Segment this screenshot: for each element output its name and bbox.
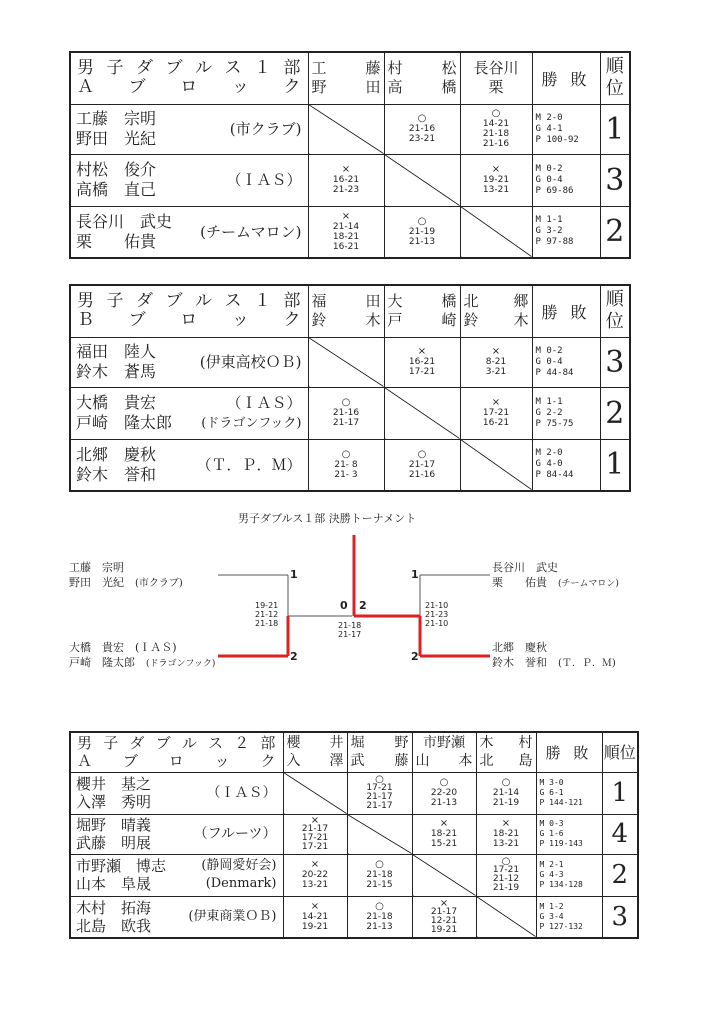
table-title (70, 285, 308, 337)
bracket-seed: 2 (411, 650, 419, 663)
diagonal-cell (283, 772, 347, 814)
score-cell: × 21-14 18-21 16-21 (308, 206, 384, 258)
bracket-seed: 1 (411, 568, 419, 581)
score-cell: × 18-21 15-21 (412, 814, 476, 854)
rank-head: 順位 (602, 732, 638, 772)
win-loss-head: 勝 敗 (532, 285, 600, 337)
title-line-2: Ａ ブ ロ ッ ク (77, 752, 277, 771)
diagonal-cell (460, 439, 532, 491)
bracket-team-br: 北郷 慶秋 鈴木 誉和 (Ｔ．Ｐ．Ｍ) (492, 641, 616, 669)
title-line-1: 男 子 ダ ブ ル ス １ 部 (77, 58, 302, 79)
score-cell: ○ 21- 8 21- 3 (308, 439, 384, 491)
bracket-team-tr: 長谷川 武史 栗 佑貴 (チームマロン) (492, 561, 619, 589)
score-cell: × 18-21 13-21 (476, 814, 536, 854)
score-cell: × 20-22 13-21 (283, 854, 347, 896)
score-cell: ○ 22-20 21-13 (412, 772, 476, 814)
score-cell: ○ 21-16 21-17 (308, 387, 384, 439)
player-cell: 村松 俊介 高橋 直己 （ＩＡＳ） (70, 154, 308, 206)
score-cell: × 16-21 21-23 (308, 154, 384, 206)
bracket-title: 男子ダブルス１部 決勝トーナメント (238, 512, 417, 525)
final-scores: 21-18 21-17 (338, 621, 362, 639)
diagonal-cell (347, 814, 412, 854)
bracket-seed: 1 (290, 568, 298, 581)
score-cell: × 21-17 17-21 17-21 (283, 814, 347, 854)
rank-cell: 3 (602, 896, 638, 938)
score-cell: × 19-21 13-21 (460, 154, 532, 206)
score-cell: ○ 21-18 21-15 (347, 854, 412, 896)
col-head-2: 村 松 高 橋 (384, 52, 460, 104)
stats-cell: M 0-3 G 1-6 P 119-143 (536, 814, 602, 854)
diagonal-cell (412, 854, 476, 896)
score-cell: ○ 17-21 21-12 21-19 (476, 854, 536, 896)
stats-cell: M 2-0 G 4-0 P 84-44 (532, 439, 600, 491)
win-loss-head: 勝 敗 (536, 732, 602, 772)
rank-cell: 4 (602, 814, 638, 854)
player-cell: 市野瀬 博志 山本 阜晟 (静岡愛好会) (Denmark) (70, 854, 283, 896)
rank-cell: 1 (602, 772, 638, 814)
diagonal-cell (308, 337, 384, 387)
score-cell: × 17-21 16-21 (460, 387, 532, 439)
rank-head: 順位 (600, 285, 630, 337)
score-cell: ○ 21-14 21-19 (476, 772, 536, 814)
player-cell: 工藤 宗明 野田 光紀 (市クラブ) (70, 104, 308, 154)
rank-cell: 3 (600, 337, 630, 387)
rank-cell: 1 (600, 104, 630, 154)
col-head-2: 堀 野 武 藤 (347, 732, 412, 772)
score-cell: × 8-21 3-21 (460, 337, 532, 387)
final-left-score: 0 (340, 599, 348, 612)
title-line-2: Ａ ブ ロ ッ ク (77, 77, 302, 98)
win-loss-head: 勝 敗 (532, 52, 600, 104)
score-cell: ○ 21-19 21-13 (384, 206, 460, 258)
diagonal-cell (460, 206, 532, 258)
col-head-3: 長谷川 栗 (460, 52, 532, 104)
rank-cell: 2 (602, 854, 638, 896)
player-cell: 福田 陸人 鈴木 蒼馬 (伊東高校ＯＢ) (70, 337, 308, 387)
stats-cell: M 1-1 G 2-2 P 75-75 (532, 387, 600, 439)
player-cell: 大橋 貴宏 戸崎 隆太郎 （ＩＡＳ） (ドラゴンフック) (70, 387, 308, 439)
player-cell: 櫻井 基之 入澤 秀明 （ＩＡＳ） (70, 772, 283, 814)
semi-left-scores: 19-21 21-12 21-18 (255, 601, 279, 628)
diagonal-cell (384, 154, 460, 206)
stats-cell: M 1-2 G 3-4 P 127-132 (536, 896, 602, 938)
block-table-1a (69, 51, 631, 259)
rank-cell: 1 (600, 439, 630, 491)
score-cell: × 21-17 12-21 19-21 (412, 896, 476, 938)
rank-head: 順位 (600, 52, 630, 104)
player-cell: 堀野 晴義 武藤 明展 （フルーツ） (70, 814, 283, 854)
title-line-2: Ｂ ブ ロ ッ ク (77, 310, 302, 331)
table-title (70, 732, 283, 772)
bracket-team-tl: 工藤 宗明 野田 光紀 (市クラブ) (69, 561, 183, 589)
col-head-1: 福 田 鈴 木 (308, 285, 384, 337)
player-cell: 北郷 慶秋 鈴木 誉和 （Ｔ．Ｐ．Ｍ） (70, 439, 308, 491)
col-head-3: 北 郷 鈴 木 (460, 285, 532, 337)
col-head-1: 工 藤 野 田 (308, 52, 384, 104)
final-right-score: 2 (359, 599, 367, 612)
col-head-2: 大 橋 戸 崎 (384, 285, 460, 337)
title-line-1: 男 子 ダ ブ ル ス １ 部 (77, 291, 302, 312)
semi-right-scores: 21-10 21-23 21-10 (425, 601, 449, 628)
rank-cell: 3 (600, 154, 630, 206)
diagonal-cell (308, 104, 384, 154)
score-cell: ○ 17-21 21-17 21-17 (347, 772, 412, 814)
block-table-1b (69, 284, 631, 492)
stats-cell: M 0-2 G 0-4 P 69-86 (532, 154, 600, 206)
player-cell: 長谷川 武史 栗 佑貴 (チームマロン) (70, 206, 308, 258)
stats-cell: M 2-0 G 4-1 P 100-92 (532, 104, 600, 154)
stats-cell: M 2-1 G 4-3 P 134-128 (536, 854, 602, 896)
score-cell: ○ 21-18 21-13 (347, 896, 412, 938)
col-head-3: 市野瀬 山 本 (412, 732, 476, 772)
bracket-team-bl: 大橋 貴宏 (ＩＡＳ) 戸崎 隆太郎 (ドラゴンフック) (69, 641, 216, 669)
score-cell: ○ 21-16 23-21 (384, 104, 460, 154)
block-table-2a (69, 731, 639, 939)
score-cell: ○ 21-17 21-16 (384, 439, 460, 491)
player-cell: 木村 拓海 北島 欧我 (伊東商業ＯＢ) (70, 896, 283, 938)
rank-cell: 2 (600, 206, 630, 258)
col-head-4: 木 村 北 島 (476, 732, 536, 772)
title-line-1: 男 子 ダ ブ ル ス ２ 部 (77, 734, 277, 753)
col-head-1: 櫻 井 入 澤 (283, 732, 347, 772)
diagonal-cell (476, 896, 536, 938)
table-title (70, 52, 308, 104)
score-cell: × 14-21 19-21 (283, 896, 347, 938)
score-cell: ○ 14-21 21-18 21-16 (460, 104, 532, 154)
stats-cell: M 1-1 G 3-2 P 97-88 (532, 206, 600, 258)
rank-cell: 2 (600, 387, 630, 439)
bracket-seed: 2 (290, 650, 298, 663)
stats-cell: M 3-0 G 6-1 P 144-121 (536, 772, 602, 814)
stats-cell: M 0-2 G 0-4 P 44-84 (532, 337, 600, 387)
diagonal-cell (384, 387, 460, 439)
score-cell: × 16-21 17-21 (384, 337, 460, 387)
